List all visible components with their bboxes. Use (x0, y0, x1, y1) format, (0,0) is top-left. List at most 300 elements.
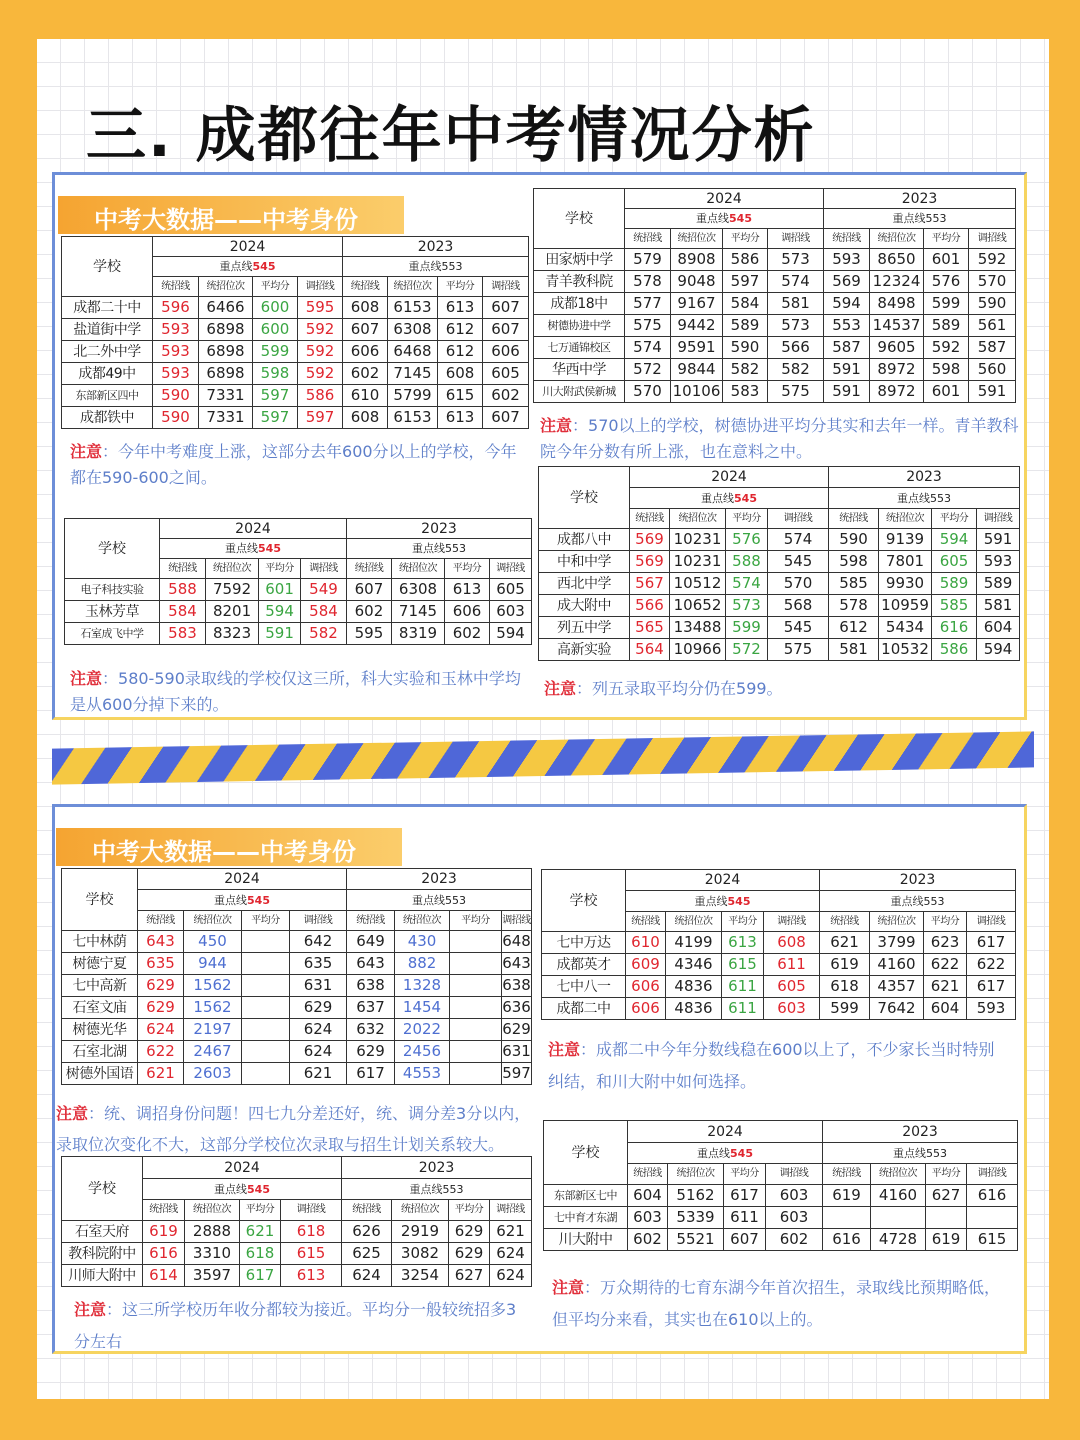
note (544, 676, 1014, 702)
score-cell: 629 (502, 1019, 532, 1041)
score-cell (450, 1019, 502, 1041)
score-cell: 635 (138, 953, 184, 975)
section-banner: 中考大数据——中考身份 (56, 828, 402, 866)
note-label: 注意 (548, 1040, 581, 1059)
keyline-2023: 重点线553 (824, 209, 1016, 229)
table-row (62, 297, 529, 319)
score-cell: 612 (438, 341, 483, 363)
score-cell: 3082 (392, 1243, 449, 1265)
score-cell (926, 1207, 967, 1229)
subheader: 统招位次 (392, 1200, 449, 1221)
keyline-label: 重点线 (214, 1182, 248, 1196)
score-cell: 10512 (670, 573, 726, 595)
score-cell: 636 (502, 997, 532, 1019)
keyline-2024 (143, 1179, 342, 1200)
table-row (62, 341, 529, 363)
score-cell: 643 (502, 953, 532, 975)
score-cell: 606 (445, 601, 490, 623)
score-cell: 629 (449, 1243, 490, 1265)
school-name: 成都二中 (542, 998, 626, 1020)
score-cell: 597 (253, 385, 298, 407)
keyline-value: 545 (252, 260, 276, 273)
note-label: 注意 (70, 669, 103, 688)
score-table (533, 188, 1016, 403)
score-cell: 570 (625, 381, 671, 403)
score-cell: 612 (438, 319, 483, 341)
score-cell: 608 (343, 297, 388, 319)
score-cell: 607 (346, 579, 391, 601)
school-name: 盐道街中学 (62, 319, 153, 341)
table-row (539, 551, 1020, 573)
subheader: 平均分 (438, 277, 483, 297)
score-cell: 12324 (870, 271, 924, 293)
score-cell: 607 (483, 319, 529, 341)
keyline-value: 545 (247, 1182, 270, 1196)
score-cell: 573 (726, 595, 768, 617)
year-2024-header: 2024 (626, 870, 820, 891)
score-cell: 593 (967, 998, 1016, 1020)
score-cell: 597 (298, 407, 343, 429)
table-row (542, 932, 1016, 954)
score-cell: 613 (438, 407, 483, 429)
score-cell: 587 (969, 337, 1016, 359)
score-cell: 574 (726, 573, 768, 595)
school-name: 华西中学 (534, 359, 625, 381)
score-cell: 5521 (668, 1229, 724, 1251)
subheader: 统招位次 (185, 1200, 240, 1221)
subheader: 统招线 (829, 509, 879, 529)
score-cell: 577 (625, 293, 671, 315)
score-cell: 600 (253, 319, 298, 341)
header-row (534, 189, 1016, 209)
score-cell: 589 (977, 573, 1020, 595)
subheader: 平均分 (253, 277, 298, 297)
score-cell: 616 (823, 1229, 871, 1251)
year-2024-header: 2024 (630, 467, 829, 488)
school-name: 七万通锦校区 (534, 337, 625, 359)
score-cell: 604 (977, 617, 1020, 639)
score-cell: 3254 (392, 1265, 449, 1287)
score-cell: 9167 (671, 293, 723, 315)
score-cell: 569 (630, 529, 670, 551)
subheader: 调招线 (290, 911, 347, 931)
year-2023-header: 2023 (346, 519, 531, 539)
score-cell: 608 (438, 363, 483, 385)
score-cell: 944 (184, 953, 242, 975)
school-name: 成都英才 (542, 954, 626, 976)
subheader: 平均分 (724, 1164, 766, 1185)
year-2024-header: 2024 (625, 189, 824, 209)
score-cell: 882 (395, 953, 450, 975)
score-table (64, 518, 532, 645)
score-cell: 611 (722, 998, 764, 1020)
table-row (62, 953, 532, 975)
score-cell: 602 (343, 363, 388, 385)
school-name: 川师大附中 (62, 1265, 143, 1287)
score-cell: 602 (346, 601, 391, 623)
score-cell: 617 (724, 1185, 766, 1207)
score-cell: 1562 (184, 975, 242, 997)
keyline-2023: 重点线553 (823, 1143, 1018, 1164)
score-cell: 585 (829, 573, 879, 595)
score-cell: 594 (977, 639, 1020, 661)
score-cell: 602 (628, 1229, 668, 1251)
score-cell: 595 (298, 297, 343, 319)
score-cell: 613 (438, 297, 483, 319)
keyline-2024 (626, 891, 820, 912)
score-cell: 605 (490, 579, 532, 601)
table-row (62, 385, 529, 407)
score-cell: 622 (924, 954, 967, 976)
score-cell: 621 (924, 976, 967, 998)
subheader: 调招线 (969, 229, 1016, 249)
table-row (539, 595, 1020, 617)
score-cell: 570 (768, 573, 829, 595)
subheader: 统招线 (138, 911, 184, 931)
score-cell: 615 (438, 385, 483, 407)
score-cell: 617 (347, 1063, 395, 1085)
score-cell: 564 (630, 639, 670, 661)
score-cell: 575 (625, 315, 671, 337)
school-name: 田家炳中学 (534, 249, 625, 271)
school-name: 成都二十中 (62, 297, 153, 319)
score-cell: 589 (932, 573, 977, 595)
score-cell: 2456 (395, 1041, 450, 1063)
score-cell: 616 (967, 1185, 1018, 1207)
score-cell: 602 (483, 385, 529, 407)
subheader: 调招线 (298, 277, 343, 297)
school-col-header: 学校 (62, 1157, 143, 1221)
score-cell: 8650 (870, 249, 924, 271)
score-cell: 2603 (184, 1063, 242, 1085)
score-cell: 602 (445, 623, 490, 645)
score-cell: 2467 (184, 1041, 242, 1063)
score-cell: 574 (768, 271, 824, 293)
score-cell: 626 (342, 1221, 392, 1243)
score-cell: 607 (724, 1229, 766, 1251)
score-cell: 593 (977, 551, 1020, 573)
score-cell: 592 (298, 341, 343, 363)
score-cell: 6468 (388, 341, 438, 363)
score-cell: 4553 (395, 1063, 450, 1085)
subheader: 统招线 (347, 911, 395, 931)
score-cell: 603 (764, 998, 820, 1020)
table-row (539, 529, 1020, 551)
table-row (62, 1221, 532, 1243)
keyline-2024 (138, 890, 347, 911)
table-row (539, 617, 1020, 639)
score-cell: 9139 (879, 529, 932, 551)
score-cell: 3799 (870, 932, 924, 954)
score-cell: 6308 (388, 319, 438, 341)
score-cell: 3310 (185, 1243, 240, 1265)
score-cell: 606 (626, 976, 666, 998)
score-cell: 569 (630, 551, 670, 573)
score-cell: 9591 (671, 337, 723, 359)
score-cell: 624 (490, 1265, 532, 1287)
subheader: 统招线 (626, 912, 666, 932)
score-cell: 7145 (388, 363, 438, 385)
school-name: 东部新区七中 (544, 1185, 628, 1207)
school-name: 成都18中 (534, 293, 625, 315)
score-cell: 4728 (871, 1229, 926, 1251)
year-2024-header: 2024 (628, 1121, 823, 1143)
score-cell: 642 (290, 931, 347, 953)
score-cell: 3597 (185, 1265, 240, 1287)
school-name: 石室北湖 (62, 1041, 138, 1063)
subheader: 统招线 (342, 1200, 392, 1221)
score-cell: 2197 (184, 1019, 242, 1041)
note-label: 注意 (540, 416, 573, 435)
subheader: 平均分 (722, 912, 764, 932)
note (70, 666, 532, 718)
subheader: 平均分 (932, 509, 977, 529)
header-row (544, 1121, 1018, 1143)
score-cell: 608 (343, 407, 388, 429)
score-cell: 600 (253, 297, 298, 319)
score-cell: 575 (768, 381, 824, 403)
score-cell: 568 (768, 595, 829, 617)
score-cell: 638 (347, 975, 395, 997)
score-cell: 604 (628, 1185, 668, 1207)
score-cell: 7331 (199, 385, 253, 407)
score-cell: 619 (823, 1185, 871, 1207)
subheader: 统招位次 (871, 1164, 926, 1185)
score-cell: 594 (259, 601, 301, 623)
score-cell: 584 (301, 601, 347, 623)
score-cell: 585 (932, 595, 977, 617)
table-row (62, 1041, 532, 1063)
score-cell: 9048 (671, 271, 723, 293)
score-cell: 5799 (388, 385, 438, 407)
score-table (61, 1156, 532, 1287)
score-cell: 590 (153, 407, 199, 429)
score-cell: 590 (153, 385, 199, 407)
score-cell: 593 (153, 319, 199, 341)
subheader: 调招线 (768, 509, 829, 529)
score-cell: 605 (932, 551, 977, 573)
score-cell: 582 (723, 359, 768, 381)
score-cell: 610 (626, 932, 666, 954)
note-label: 注意 (70, 442, 103, 461)
score-cell: 8498 (870, 293, 924, 315)
note-text: ：列五录取平均分仍在599。 (576, 679, 783, 698)
score-cell: 6466 (199, 297, 253, 319)
keyline-label: 重点线 (214, 893, 248, 907)
subheader: 统招线 (143, 1200, 185, 1221)
score-cell: 621 (138, 1063, 184, 1085)
keyline-2023: 重点线553 (346, 539, 531, 559)
score-cell: 570 (969, 271, 1016, 293)
table-row (534, 315, 1016, 337)
score-cell: 622 (967, 954, 1016, 976)
subheader: 统招位次 (395, 911, 450, 931)
score-cell: 591 (977, 529, 1020, 551)
score-cell: 613 (722, 932, 764, 954)
score-cell: 7145 (391, 601, 444, 623)
keyline-2024 (625, 209, 824, 229)
score-cell: 592 (298, 363, 343, 385)
score-cell: 2919 (392, 1221, 449, 1243)
school-name: 成都49中 (62, 363, 153, 385)
score-cell: 601 (259, 579, 301, 601)
score-cell: 9844 (671, 359, 723, 381)
score-cell: 624 (138, 1019, 184, 1041)
note-text: ：570以上的学校，树德协进平均分其实和去年一样。青羊教科院今年分数有所上涨，也在意料之中。 (540, 416, 1019, 461)
note (540, 413, 1020, 465)
score-cell: 619 (143, 1221, 185, 1243)
score-cell: 590 (723, 337, 768, 359)
table-row (65, 623, 532, 645)
score-cell: 9930 (879, 573, 932, 595)
table-row (62, 997, 532, 1019)
score-cell: 581 (829, 639, 879, 661)
score-cell: 590 (829, 529, 879, 551)
score-cell: 604 (924, 998, 967, 1020)
score-cell: 587 (824, 337, 870, 359)
keyline-label: 重点线 (694, 894, 728, 908)
score-cell: 576 (924, 271, 969, 293)
score-cell: 573 (768, 315, 824, 337)
score-cell: 611 (724, 1207, 766, 1229)
table-row (534, 337, 1016, 359)
score-cell: 9605 (870, 337, 924, 359)
score-cell: 10959 (879, 595, 932, 617)
score-cell: 621 (490, 1221, 532, 1243)
keyline-2024 (628, 1143, 823, 1164)
subheader: 调招线 (502, 911, 532, 931)
score-cell (242, 997, 290, 1019)
score-cell: 10106 (671, 381, 723, 403)
score-cell: 615 (967, 1229, 1018, 1251)
subheader: 调招线 (977, 509, 1020, 529)
score-cell: 7592 (205, 579, 258, 601)
score-cell: 589 (723, 315, 768, 337)
score-cell: 622 (138, 1041, 184, 1063)
score-cell: 605 (483, 363, 529, 385)
score-cell: 597 (723, 271, 768, 293)
score-cell: 618 (240, 1243, 281, 1265)
score-cell: 6153 (388, 407, 438, 429)
score-cell: 4199 (666, 932, 722, 954)
subheader: 平均分 (445, 559, 490, 579)
score-cell: 593 (824, 249, 870, 271)
score-cell: 615 (281, 1243, 342, 1265)
score-cell: 584 (723, 293, 768, 315)
note (70, 439, 532, 491)
school-name: 树德光华 (62, 1019, 138, 1041)
score-cell: 5162 (668, 1185, 724, 1207)
score-cell: 612 (829, 617, 879, 639)
subheader: 调招线 (490, 1200, 532, 1221)
table-row (544, 1229, 1018, 1251)
school-col-header: 学校 (542, 870, 626, 932)
keyline-value: 545 (729, 212, 752, 225)
keyline-2024 (160, 539, 347, 559)
score-cell (450, 931, 502, 953)
score-cell: 618 (820, 976, 870, 998)
score-table (61, 236, 529, 429)
keyline-label: 重点线 (697, 1146, 731, 1160)
score-cell: 649 (347, 931, 395, 953)
year-2023-header: 2023 (820, 870, 1016, 891)
score-cell: 631 (502, 1041, 532, 1063)
score-cell: 599 (726, 617, 768, 639)
score-cell: 4357 (870, 976, 924, 998)
score-cell: 605 (764, 976, 820, 998)
table-row (62, 1063, 532, 1085)
keyline-2024 (630, 488, 829, 509)
subheader: 平均分 (726, 509, 768, 529)
score-cell: 623 (924, 932, 967, 954)
score-cell: 590 (969, 293, 1016, 315)
school-name: 川大附武侯新城 (534, 381, 625, 403)
score-table (61, 868, 532, 1085)
keyline-value: 545 (734, 491, 757, 505)
year-2023-header: 2023 (343, 237, 529, 257)
subheader: 统招线 (820, 912, 870, 932)
score-cell: 1328 (395, 975, 450, 997)
score-cell: 617 (240, 1265, 281, 1287)
score-cell: 575 (768, 639, 829, 661)
score-cell: 624 (490, 1243, 532, 1265)
keyline-label: 重点线 (696, 212, 730, 225)
score-cell: 595 (346, 623, 391, 645)
keyline-value: 545 (727, 894, 751, 908)
score-cell: 582 (301, 623, 347, 645)
score-cell: 573 (768, 249, 824, 271)
school-name: 东部新区四中 (62, 385, 153, 407)
score-cell: 610 (343, 385, 388, 407)
table-row (542, 998, 1016, 1020)
score-cell: 13488 (670, 617, 726, 639)
subheader: 统招线 (160, 559, 206, 579)
score-cell: 10532 (879, 639, 932, 661)
subheader: 统招线 (823, 1164, 871, 1185)
score-cell: 586 (932, 639, 977, 661)
score-cell: 627 (926, 1185, 967, 1207)
score-cell: 601 (924, 381, 969, 403)
score-cell (871, 1207, 926, 1229)
subheader: 统招位次 (184, 911, 242, 931)
note (548, 1034, 1010, 1098)
score-cell: 586 (723, 249, 768, 271)
school-col-header: 学校 (65, 519, 160, 579)
school-name: 树德协进中学 (534, 315, 625, 337)
school-col-header: 学校 (534, 189, 625, 249)
note-label: 注意 (56, 1104, 89, 1123)
score-cell: 553 (824, 315, 870, 337)
score-cell: 1454 (395, 997, 450, 1019)
keyline-2023: 重点线553 (347, 890, 532, 911)
score-cell: 607 (483, 297, 529, 319)
table-row (534, 271, 1016, 293)
score-cell: 567 (630, 573, 670, 595)
school-col-header: 学校 (539, 467, 630, 529)
table-row (534, 293, 1016, 315)
subheader: 统招位次 (671, 229, 723, 249)
note-label: 注意 (544, 679, 577, 698)
score-cell: 7801 (879, 551, 932, 573)
subheader: 统招线 (153, 277, 199, 297)
score-cell (242, 975, 290, 997)
score-cell: 5339 (668, 1207, 724, 1229)
table-row (544, 1207, 1018, 1229)
score-cell: 7642 (870, 998, 924, 1020)
keyline-2023: 重点线553 (343, 257, 529, 277)
score-cell: 617 (967, 976, 1016, 998)
score-cell: 566 (630, 595, 670, 617)
